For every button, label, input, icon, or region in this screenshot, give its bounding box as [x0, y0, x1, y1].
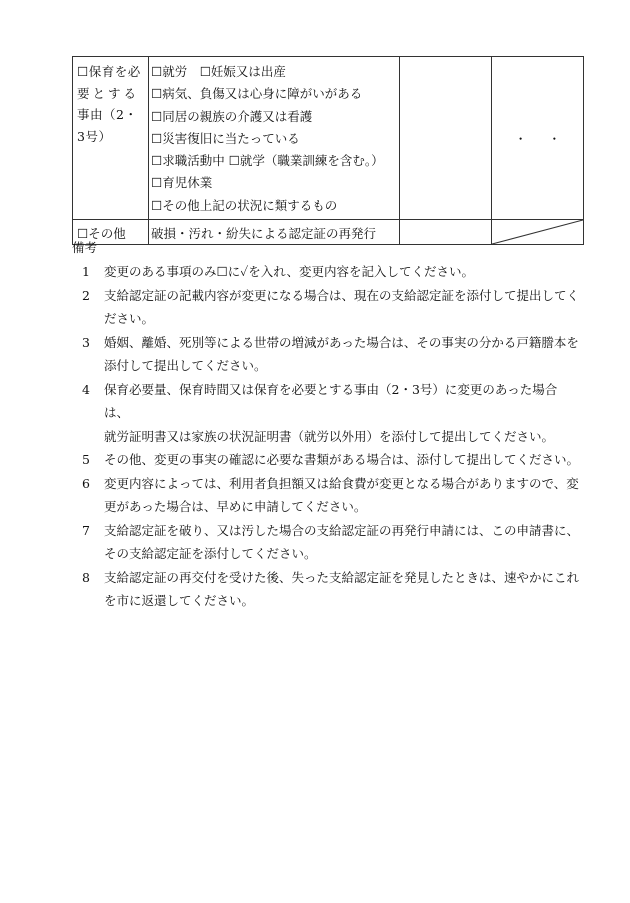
- remark-number: 4: [82, 381, 90, 397]
- remark-item: [72, 284, 582, 331]
- date-separator: ・: [548, 131, 561, 146]
- reason-label-line: 3号）: [77, 128, 112, 144]
- remark-number: 3: [82, 334, 90, 350]
- remark-number: 5: [82, 452, 90, 467]
- option-checkbox-line[interactable]: ☐その他上記の状況に類するもの: [151, 197, 338, 213]
- reason-label-cell: [73, 57, 149, 220]
- remark-number: 6: [82, 475, 90, 491]
- option-checkbox-line[interactable]: ☐求職活動中 ☐就学（職業訓練を含む。）: [151, 153, 384, 169]
- remarks-section: [72, 238, 582, 613]
- option-checkbox-line[interactable]: ☐災害復旧に当たっている: [151, 130, 300, 146]
- change-date-cell[interactable]: [492, 57, 584, 220]
- remark-text: 支給認定証を破り、又は汚した場合の支給認定証の再発行申請には、この申請書に、: [104, 522, 580, 538]
- remark-text-continued: その支給認定証を添付してください。: [104, 546, 317, 561]
- option-checkbox-line[interactable]: ☐病気、負傷又は心身に障がいがある: [151, 86, 363, 102]
- remark-item: [72, 260, 582, 284]
- remark-text: 支給認定証の記載内容が変更になる場合は、現在の支給認定証を添付して提出してく: [104, 287, 580, 303]
- table-row-reason: [73, 57, 584, 220]
- remark-text-continued: 添付して提出してください。: [104, 358, 267, 373]
- remarks-title: 備考: [72, 240, 98, 255]
- reason-options-cell: [149, 57, 400, 220]
- remark-text: その他、変更の事実の確認に必要な書類がある場合は、添付して提出してください。: [104, 452, 580, 467]
- option-checkbox-line[interactable]: ☐就労 ☐妊娠又は出産: [151, 64, 286, 79]
- option-checkbox-line[interactable]: ☐育児休業: [151, 175, 213, 191]
- remark-item: [72, 448, 582, 472]
- remark-item: [72, 566, 582, 613]
- remark-text-continued: を市に返還してください。: [104, 593, 255, 608]
- reason-label-line[interactable]: ☐保育を必: [77, 64, 141, 79]
- remark-number: 1: [82, 264, 90, 279]
- reason-label-line: 要とする: [77, 85, 140, 101]
- remark-item: [72, 331, 582, 378]
- remark-item: [72, 519, 582, 566]
- change-form-table: [72, 56, 584, 245]
- other-checkbox-label[interactable]: ☐その他: [77, 226, 126, 242]
- reissue-reason-text: 破損・汚れ・紛失による認定証の再発行: [151, 226, 377, 242]
- remark-item: [72, 472, 582, 519]
- remark-text: 支給認定証の再交付を受けた後、失った支給認定証を発見したときは、速やかにこれ: [104, 569, 580, 585]
- date-separator: ・: [514, 131, 527, 146]
- before-change-cell[interactable]: [400, 57, 492, 220]
- remark-item: [72, 378, 582, 449]
- remark-text-continued: 更があった場合は、早めに申請してください。: [104, 499, 367, 514]
- remark-text: 変更内容によっては、利用者負担額又は給食費が変更となる場合がありますので、変: [104, 475, 579, 491]
- remark-text: 保育必要量、保育時間又は保育を必要とする事由（2・3号）に変更のあった場合は、: [104, 381, 558, 420]
- remark-text-continued: ださい。: [104, 311, 155, 326]
- remark-text: 婚姻、離婚、死別等による世帯の増減があった場合は、その事実の分かる戸籍謄本を: [104, 334, 579, 350]
- remark-number: 2: [82, 287, 90, 303]
- remark-number: 7: [82, 522, 90, 538]
- remark-number: 8: [82, 569, 90, 585]
- remark-text-continued: 就労証明書又は家族の状況証明書（就労以外用）を添付して提出してください。: [104, 428, 555, 444]
- reason-label-line: 事由（2・: [77, 107, 138, 122]
- option-checkbox-line[interactable]: ☐同居の親族の介護又は看護: [151, 108, 313, 124]
- remark-text: 変更のある事項のみ☐に✓を入れ、変更内容を記入してください。: [104, 264, 475, 279]
